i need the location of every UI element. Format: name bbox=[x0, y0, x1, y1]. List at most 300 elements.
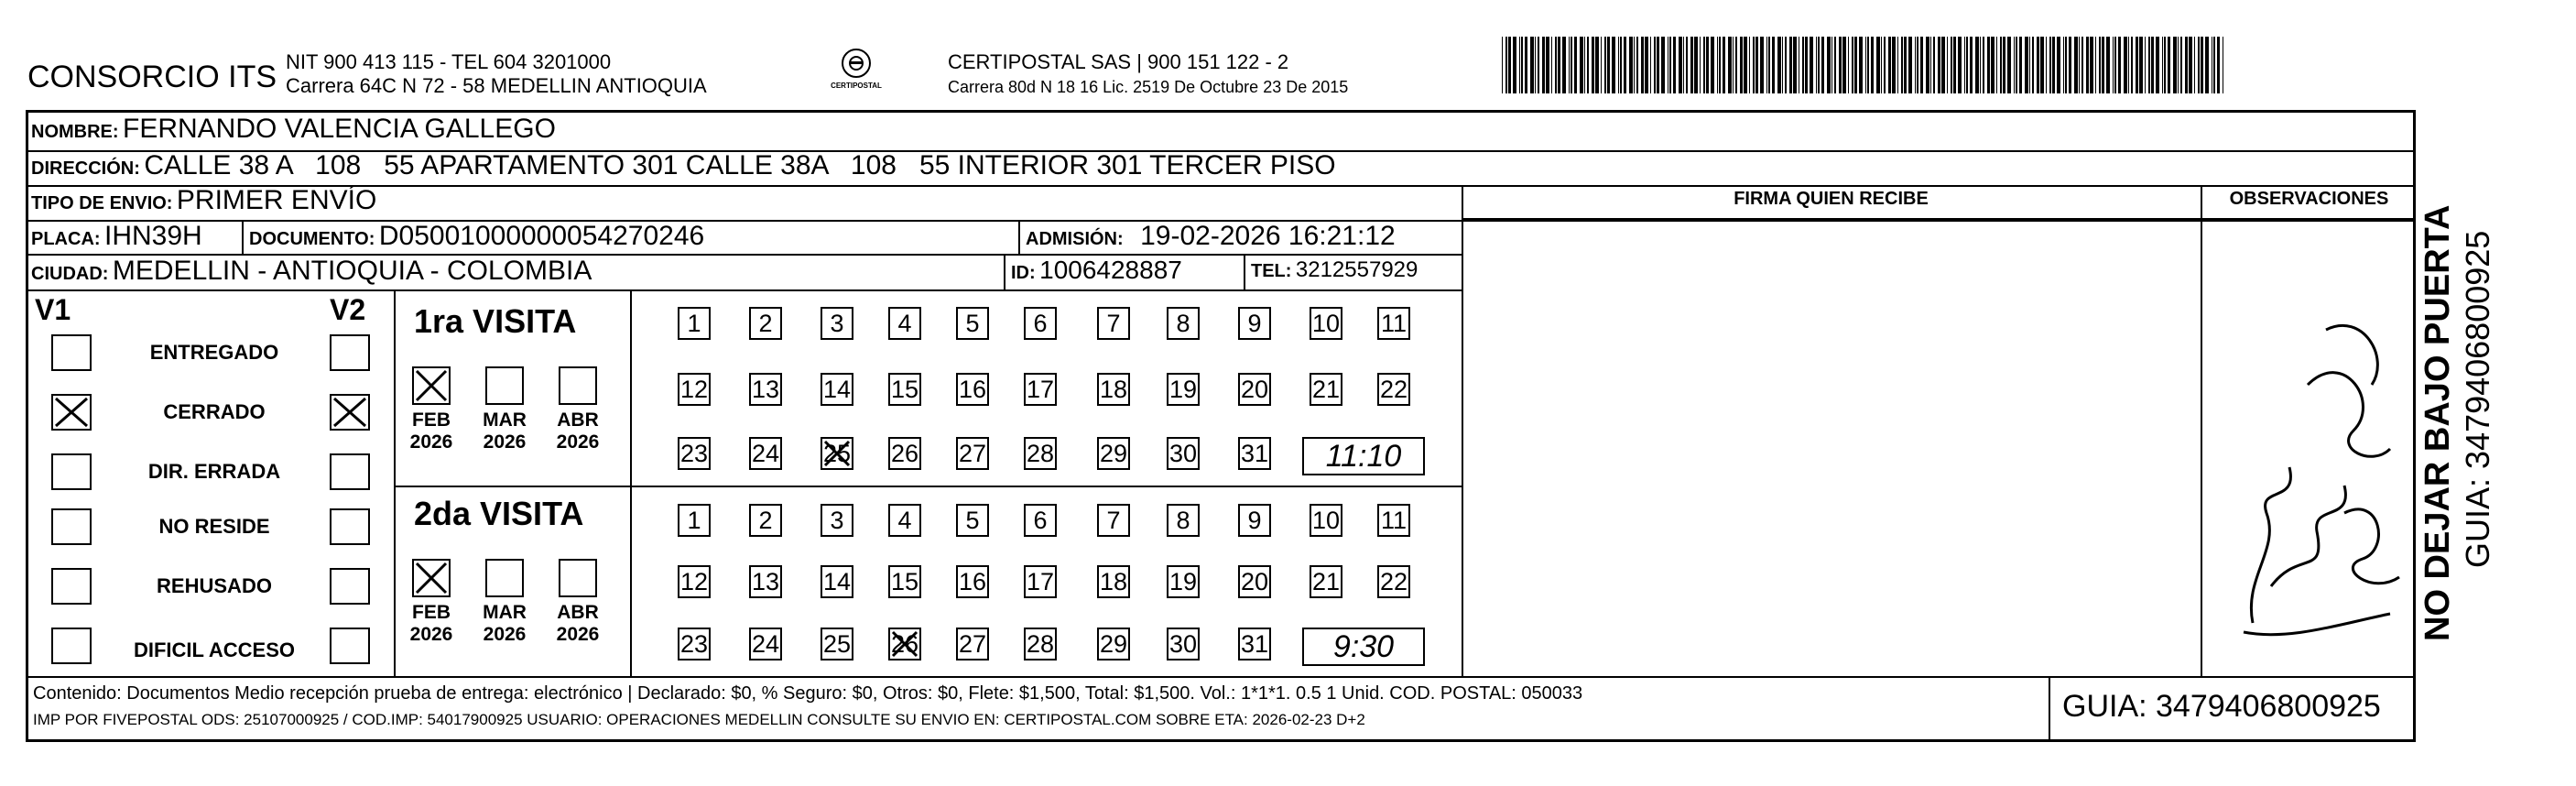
barcode-bar bbox=[1558, 37, 1560, 93]
barcode-bar bbox=[2063, 37, 2064, 93]
day-box-8[interactable]: 8 bbox=[1167, 307, 1200, 340]
barcode-bar bbox=[1933, 37, 1935, 93]
barcode-bar bbox=[1920, 37, 1923, 93]
barcode-bar bbox=[1810, 37, 1813, 93]
barcode-bar bbox=[1587, 37, 1589, 93]
day-box-13[interactable]: 13 bbox=[749, 565, 782, 598]
documento-label: DOCUMENTO: bbox=[249, 229, 375, 249]
documento-value: D05001000000054270246 bbox=[378, 221, 705, 251]
day-box-30[interactable]: 30 bbox=[1167, 628, 1200, 660]
month-name: ABR bbox=[557, 409, 599, 431]
barcode-bar bbox=[1777, 37, 1781, 93]
barcode-bar bbox=[1908, 37, 1912, 93]
barcode-bar bbox=[1641, 37, 1644, 93]
day-box-3[interactable]: 3 bbox=[821, 307, 853, 340]
company-name: CONSORCIO ITS bbox=[27, 60, 277, 94]
month-name: MAR bbox=[483, 602, 527, 623]
v1-checkbox[interactable] bbox=[51, 453, 92, 490]
check-x-mark-icon bbox=[332, 396, 368, 429]
barcode-bar bbox=[1580, 37, 1583, 93]
day-box-24[interactable]: 24 bbox=[749, 628, 782, 660]
barcode-bar bbox=[2079, 37, 2080, 93]
visit-time-box[interactable]: 11:10 bbox=[1302, 437, 1425, 475]
nombre-label: NOMBRE: bbox=[31, 122, 119, 142]
barcode-bar bbox=[2205, 37, 2209, 93]
tel-value: 3212557929 bbox=[1295, 257, 1418, 282]
barcode-bar bbox=[1571, 37, 1572, 93]
barcode-bar bbox=[1818, 37, 1820, 93]
barcode-bar bbox=[1744, 37, 1747, 93]
barcode-bar bbox=[1650, 37, 1651, 93]
barcode-bar bbox=[2000, 37, 2002, 93]
barcode-bar bbox=[1733, 37, 1734, 93]
placa-row bbox=[31, 221, 202, 252]
day-box-10[interactable]: 10 bbox=[1310, 307, 1342, 340]
month-label bbox=[404, 602, 459, 646]
day-box-2[interactable]: 2 bbox=[749, 504, 782, 537]
barcode-bar bbox=[1892, 37, 1896, 93]
barcode-bar bbox=[1723, 37, 1725, 93]
v2-checkbox[interactable] bbox=[330, 628, 370, 664]
company-address: Carrera 64C N 72 - 58 MEDELLIN ANTIOQUIA bbox=[286, 74, 707, 97]
barcode-bar bbox=[1852, 37, 1853, 93]
barcode-bar bbox=[1502, 37, 1503, 93]
observaciones-label: OBSERVACIONES bbox=[2229, 189, 2389, 209]
barcode-bar bbox=[2081, 37, 2083, 93]
barcode-bar bbox=[2046, 37, 2047, 93]
day-box-12[interactable]: 12 bbox=[678, 565, 711, 598]
month-name: FEB bbox=[412, 602, 451, 623]
barcode-bar bbox=[2086, 37, 2089, 93]
month-year: 2026 bbox=[556, 624, 600, 645]
day-box-30[interactable]: 30 bbox=[1167, 437, 1200, 470]
barcode-bar bbox=[2095, 37, 2096, 93]
day-box-12[interactable]: 12 bbox=[678, 373, 711, 406]
day-box-27[interactable]: 27 bbox=[956, 628, 989, 660]
check-x-mark-icon bbox=[414, 368, 449, 403]
day-box-28[interactable]: 28 bbox=[1024, 437, 1057, 470]
day-box-22[interactable]: 22 bbox=[1377, 373, 1410, 406]
warning-text: NO DEJAR BAJO PUERTA bbox=[2418, 204, 2457, 641]
barcode-bar bbox=[1987, 37, 1990, 93]
barcode-bar bbox=[2025, 37, 2028, 93]
day-box-13[interactable]: 13 bbox=[749, 373, 782, 406]
month-checkbox-mar[interactable] bbox=[485, 559, 524, 597]
month-year: 2026 bbox=[409, 431, 453, 453]
day-box-17[interactable]: 17 bbox=[1024, 565, 1057, 598]
v1-checkbox[interactable] bbox=[51, 334, 92, 371]
barcode-bar bbox=[1867, 37, 1869, 93]
barcode bbox=[1502, 37, 2225, 93]
day-box-7[interactable]: 7 bbox=[1097, 307, 1130, 340]
barcode-bar bbox=[1694, 37, 1698, 93]
tel-row bbox=[1251, 257, 1418, 283]
firma-label: FIRMA QUIEN RECIBE bbox=[1734, 189, 1929, 209]
id-value: 1006428887 bbox=[1039, 256, 1182, 284]
barcode-bar bbox=[1975, 37, 1979, 93]
barcode-bar bbox=[2057, 37, 2060, 93]
month-year: 2026 bbox=[483, 431, 527, 453]
barcode-bar bbox=[1546, 37, 1549, 93]
barcode-bar bbox=[1793, 37, 1797, 93]
barcode-bar bbox=[1584, 37, 1585, 93]
v2-checkbox[interactable] bbox=[330, 568, 370, 605]
month-label bbox=[550, 409, 605, 453]
v2-label: V2 bbox=[330, 293, 366, 326]
tel-label: TEL: bbox=[1251, 261, 1292, 281]
barcode-bar bbox=[1901, 37, 1903, 93]
month-label bbox=[404, 409, 459, 453]
barcode-bar bbox=[1772, 37, 1775, 93]
check-x-mark-icon bbox=[890, 629, 919, 659]
footer-contenido: Contenido: Documentos Medio recepción prueba de entrega: electrónico | Declarado: $0, % Seguro: $0, Otros: $0, Flete: $1,500, Total: $1,500. Vol.: 1*1*1. 0.5 1 Unid. COD. POSTAL: 050033 bbox=[33, 683, 1583, 704]
certipostal-address: Carrera 80d N 18 16 Lic. 2519 De Octubre 23 De 2015 bbox=[948, 78, 1349, 96]
day-box-23[interactable]: 23 bbox=[678, 628, 711, 660]
barcode-bar bbox=[1871, 37, 1874, 93]
day-box-29[interactable]: 29 bbox=[1097, 628, 1130, 660]
tipo-value: PRIMER ENVÍO bbox=[176, 185, 377, 215]
placa-label: PLACA: bbox=[31, 229, 101, 249]
barcode-bar bbox=[2003, 37, 2005, 93]
day-box-24[interactable]: 24 bbox=[749, 437, 782, 470]
day-box-21[interactable]: 21 bbox=[1310, 373, 1342, 406]
barcode-bar bbox=[1519, 37, 1520, 93]
visit-time-box[interactable]: 9:30 bbox=[1302, 628, 1425, 666]
nombre-value: FERNANDO VALENCIA GALLEGO bbox=[123, 114, 556, 144]
day-box-21[interactable]: 21 bbox=[1310, 565, 1342, 598]
barcode-bar bbox=[1749, 37, 1750, 93]
day-box-9[interactable]: 9 bbox=[1238, 307, 1271, 340]
month-label bbox=[550, 602, 605, 646]
second-visit-title: 2da VISITA bbox=[414, 495, 584, 532]
barcode-bar bbox=[1859, 37, 1863, 93]
barcode-bar bbox=[1711, 37, 1714, 93]
barcode-bar bbox=[2032, 37, 2034, 93]
v1-checkbox[interactable] bbox=[51, 508, 92, 545]
barcode-bar bbox=[1562, 37, 1566, 93]
barcode-bar bbox=[2014, 37, 2015, 93]
barcode-bar bbox=[2065, 37, 2067, 93]
barcode-bar bbox=[1508, 37, 1511, 93]
day-box-7[interactable]: 7 bbox=[1097, 504, 1130, 537]
v2-checkbox[interactable] bbox=[330, 508, 370, 545]
barcode-bar bbox=[1569, 37, 1570, 93]
barcode-bar bbox=[2164, 37, 2166, 93]
barcode-bar bbox=[1673, 37, 1676, 93]
barcode-bar bbox=[1964, 37, 1965, 93]
barcode-bar bbox=[1848, 37, 1849, 93]
footer-guia: GUIA: 3479406800925 bbox=[2062, 689, 2381, 724]
status-label: CERRADO bbox=[163, 400, 266, 423]
barcode-bar bbox=[1917, 37, 1918, 93]
company-nit: NIT 900 413 115 - TEL 604 3201000 bbox=[286, 50, 612, 73]
barcode-bar bbox=[2113, 37, 2114, 93]
day-box-5[interactable]: 5 bbox=[956, 504, 989, 537]
month-name: ABR bbox=[557, 602, 599, 623]
barcode-bar bbox=[1706, 37, 1709, 93]
barcode-bar bbox=[2148, 37, 2150, 93]
barcode-bar bbox=[2007, 37, 2011, 93]
barcode-bar bbox=[1555, 37, 1557, 93]
barcode-bar bbox=[2173, 37, 2177, 93]
barcode-bar bbox=[1525, 37, 1527, 93]
barcode-bar bbox=[2128, 37, 2129, 93]
barcode-bar bbox=[1876, 37, 1880, 93]
direccion-label: DIRECCIÓN: bbox=[31, 158, 140, 179]
barcode-bar bbox=[1703, 37, 1705, 93]
status-label: DIR. ERRADA bbox=[147, 460, 281, 483]
barcode-bar bbox=[2185, 37, 2188, 93]
status-label: REHUSADO bbox=[157, 574, 272, 597]
barcode-bar bbox=[2156, 37, 2159, 93]
v1-label: V1 bbox=[35, 293, 71, 326]
barcode-bar bbox=[2178, 37, 2179, 93]
day-box-19[interactable]: 19 bbox=[1167, 373, 1200, 406]
admision-value: 19-02-2026 16:21:12 bbox=[1140, 221, 1396, 251]
direccion-row bbox=[31, 150, 1336, 181]
barcode-bar bbox=[1551, 37, 1552, 93]
barcode-bar bbox=[2074, 37, 2078, 93]
day-box-4[interactable]: 4 bbox=[888, 307, 921, 340]
day-box-22[interactable]: 22 bbox=[1377, 565, 1410, 598]
barcode-bar bbox=[1728, 37, 1732, 93]
barcode-bar bbox=[1930, 37, 1931, 93]
day-box-6[interactable]: 6 bbox=[1024, 307, 1057, 340]
barcode-bar bbox=[1782, 37, 1783, 93]
month-checkbox-abr[interactable] bbox=[559, 559, 597, 597]
v2-checkbox[interactable] bbox=[330, 394, 370, 431]
barcode-bar bbox=[1624, 37, 1626, 93]
barcode-bar bbox=[1683, 37, 1684, 93]
barcode-bar bbox=[1657, 37, 1659, 93]
barcode-bar bbox=[1654, 37, 1656, 93]
v1-checkbox[interactable] bbox=[51, 568, 92, 605]
barcode-bar bbox=[1821, 37, 1824, 93]
barcode-bar bbox=[1690, 37, 1693, 93]
placa-value: IHN39H bbox=[104, 221, 202, 251]
status-label: ENTREGADO bbox=[149, 341, 279, 364]
day-box-17[interactable]: 17 bbox=[1024, 373, 1057, 406]
barcode-bar bbox=[1592, 37, 1594, 93]
barcode-bar bbox=[1574, 37, 1577, 93]
day-box-23[interactable]: 23 bbox=[678, 437, 711, 470]
month-checkbox-feb[interactable] bbox=[412, 366, 451, 405]
barcode-bar bbox=[2040, 37, 2044, 93]
month-name: FEB bbox=[412, 409, 451, 431]
barcode-bar bbox=[1816, 37, 1817, 93]
barcode-bar bbox=[2102, 37, 2104, 93]
day-box-11[interactable]: 11 bbox=[1377, 307, 1410, 340]
day-box-1[interactable]: 1 bbox=[678, 504, 711, 537]
month-checkbox-abr[interactable] bbox=[559, 366, 597, 405]
barcode-bar bbox=[1521, 37, 1523, 93]
barcode-bar bbox=[2114, 37, 2116, 93]
day-box-29[interactable]: 29 bbox=[1097, 437, 1130, 470]
handwritten-observation bbox=[2216, 275, 2408, 660]
check-x-mark-icon bbox=[822, 439, 852, 468]
v1-checkbox[interactable] bbox=[51, 628, 92, 664]
barcode-bar bbox=[1970, 37, 1973, 93]
barcode-bar bbox=[2052, 37, 2055, 93]
barcode-bar bbox=[2106, 37, 2110, 93]
barcode-bar bbox=[1679, 37, 1682, 93]
barcode-bar bbox=[1538, 37, 1539, 93]
day-box-16[interactable]: 16 bbox=[956, 373, 989, 406]
v2-checkbox[interactable] bbox=[330, 334, 370, 371]
barcode-bar bbox=[1645, 37, 1648, 93]
barcode-bar bbox=[2145, 37, 2146, 93]
ciudad-label: CIUDAD: bbox=[31, 264, 109, 284]
day-box-31[interactable]: 31 bbox=[1238, 628, 1271, 660]
barcode-bar bbox=[1834, 37, 1836, 93]
day-box-20[interactable]: 20 bbox=[1238, 565, 1271, 598]
id-label: ID: bbox=[1011, 263, 1036, 283]
barcode-bar bbox=[1980, 37, 1981, 93]
barcode-bar bbox=[1760, 37, 1764, 93]
barcode-bar bbox=[2217, 37, 2220, 93]
barcode-bar bbox=[2168, 37, 2170, 93]
barcode-bar bbox=[1983, 37, 1984, 93]
barcode-bar bbox=[1719, 37, 1721, 93]
first-visit-title: 1ra VISITA bbox=[414, 302, 577, 340]
barcode-bar bbox=[2037, 37, 2039, 93]
barcode-bar bbox=[1884, 37, 1886, 93]
day-box-10[interactable]: 10 bbox=[1310, 504, 1342, 537]
barcode-bar bbox=[1768, 37, 1770, 93]
month-label bbox=[477, 602, 532, 646]
month-year: 2026 bbox=[409, 624, 453, 645]
admision-row bbox=[1026, 221, 1396, 252]
barcode-bar bbox=[1740, 37, 1743, 93]
barcode-bar bbox=[1542, 37, 1545, 93]
day-box-3[interactable]: 3 bbox=[821, 504, 853, 537]
barcode-bar bbox=[1938, 37, 1940, 93]
barcode-bar bbox=[1618, 37, 1619, 93]
day-box-5[interactable]: 5 bbox=[956, 307, 989, 340]
check-x-mark-icon bbox=[414, 561, 449, 595]
day-box-1[interactable]: 1 bbox=[678, 307, 711, 340]
logo-text: CERTIPOSTAL bbox=[831, 82, 882, 90]
barcode-bar bbox=[2016, 37, 2017, 93]
v2-checkbox[interactable] bbox=[330, 453, 370, 490]
month-label bbox=[477, 409, 532, 453]
barcode-bar bbox=[1634, 37, 1635, 93]
barcode-bar bbox=[1661, 37, 1665, 93]
month-year: 2026 bbox=[556, 431, 600, 453]
day-box-20[interactable]: 20 bbox=[1238, 373, 1271, 406]
day-box-8[interactable]: 8 bbox=[1167, 504, 1200, 537]
day-box-18[interactable]: 18 bbox=[1097, 373, 1130, 406]
v1-checkbox[interactable] bbox=[51, 394, 92, 431]
month-checkbox-mar[interactable] bbox=[485, 366, 524, 405]
barcode-bar bbox=[1996, 37, 1997, 93]
barcode-bar bbox=[1842, 37, 1846, 93]
barcode-bar bbox=[2151, 37, 2154, 93]
day-box-16[interactable]: 16 bbox=[956, 565, 989, 598]
barcode-bar bbox=[1636, 37, 1638, 93]
barcode-bar bbox=[1669, 37, 1671, 93]
tipo-label: TIPO DE ENVIO: bbox=[31, 193, 173, 213]
day-box-14[interactable]: 14 bbox=[821, 565, 853, 598]
barcode-bar bbox=[2090, 37, 2093, 93]
nombre-row bbox=[31, 114, 556, 145]
month-name: MAR bbox=[483, 409, 527, 431]
barcode-bar bbox=[2189, 37, 2192, 93]
barcode-bar bbox=[1753, 37, 1755, 93]
barcode-bar bbox=[2124, 37, 2127, 93]
documento-row bbox=[249, 221, 704, 252]
day-box-4[interactable]: 4 bbox=[888, 504, 921, 537]
barcode-bar bbox=[1612, 37, 1615, 93]
barcode-bar bbox=[1785, 37, 1787, 93]
barcode-bar bbox=[1839, 37, 1842, 93]
barcode-bar bbox=[1966, 37, 1968, 93]
day-box-26[interactable]: 26 bbox=[888, 437, 921, 470]
barcode-bar bbox=[1607, 37, 1610, 93]
barcode-bar bbox=[1926, 37, 1929, 93]
certipostal-logo-icon bbox=[829, 41, 884, 96]
day-box-14[interactable]: 14 bbox=[821, 373, 853, 406]
barcode-bar bbox=[1629, 37, 1633, 93]
day-box-26[interactable]: 26 bbox=[888, 628, 921, 660]
barcode-bar bbox=[1535, 37, 1536, 93]
day-box-27[interactable]: 27 bbox=[956, 437, 989, 470]
check-x-mark-icon bbox=[53, 396, 90, 429]
admision-label: ADMISIÓN: bbox=[1026, 229, 1124, 249]
barcode-bar bbox=[2118, 37, 2121, 93]
barcode-bar bbox=[2180, 37, 2182, 93]
barcode-bar bbox=[2069, 37, 2071, 93]
barcode-bar bbox=[1947, 37, 1948, 93]
barcode-bar bbox=[2162, 37, 2163, 93]
barcode-bar bbox=[1686, 37, 1688, 93]
barcode-bar bbox=[1789, 37, 1792, 93]
day-box-15[interactable]: 15 bbox=[888, 373, 921, 406]
day-box-11[interactable]: 11 bbox=[1377, 504, 1410, 537]
barcode-bar bbox=[1505, 37, 1507, 93]
barcode-bar bbox=[1991, 37, 1994, 93]
day-box-2[interactable]: 2 bbox=[749, 307, 782, 340]
day-box-9[interactable]: 9 bbox=[1238, 504, 1271, 537]
barcode-bar bbox=[2019, 37, 2022, 93]
barcode-bar bbox=[1735, 37, 1737, 93]
day-box-25[interactable]: 25 bbox=[821, 437, 853, 470]
status-label: DIFICIL ACCESO bbox=[133, 639, 295, 661]
barcode-bar bbox=[1802, 37, 1804, 93]
barcode-bar bbox=[2139, 37, 2143, 93]
barcode-bar bbox=[1717, 37, 1718, 93]
barcode-bar bbox=[1854, 37, 1857, 93]
barcode-bar bbox=[2049, 37, 2051, 93]
barcode-bar bbox=[1951, 37, 1952, 93]
day-box-19[interactable]: 19 bbox=[1167, 565, 1200, 598]
barcode-bar bbox=[2198, 37, 2200, 93]
barcode-bar bbox=[2131, 37, 2133, 93]
day-box-15[interactable]: 15 bbox=[888, 565, 921, 598]
day-box-18[interactable]: 18 bbox=[1097, 565, 1130, 598]
day-box-31[interactable]: 31 bbox=[1238, 437, 1271, 470]
month-checkbox-feb[interactable] bbox=[412, 559, 451, 597]
barcode-bar bbox=[1595, 37, 1599, 93]
barcode-bar bbox=[2099, 37, 2101, 93]
day-box-28[interactable]: 28 bbox=[1024, 628, 1057, 660]
barcode-bar bbox=[2201, 37, 2203, 93]
month-year: 2026 bbox=[483, 624, 527, 645]
barcode-bar bbox=[1941, 37, 1945, 93]
barcode-bar bbox=[1604, 37, 1606, 93]
day-box-6[interactable]: 6 bbox=[1024, 504, 1057, 537]
day-box-25[interactable]: 25 bbox=[821, 628, 853, 660]
